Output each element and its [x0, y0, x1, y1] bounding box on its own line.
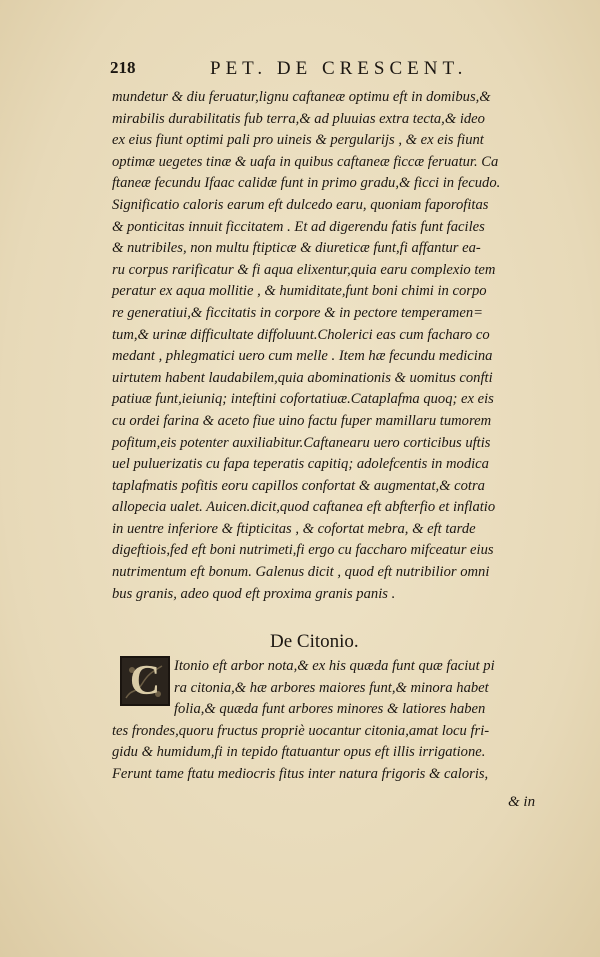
text-line: pofitum,eis potenter auxiliabitur.Caftanearu uero corticibus uftis — [112, 434, 491, 451]
text-line: re generatiui,& ficcitatis in corpore & in pectore temperamen= — [112, 304, 483, 321]
text-line: Itonio eft arbor nota,& ex his quæda funt quæ faciut pi — [174, 658, 495, 674]
text-line: Ferunt tame ftatu mediocris fitus inter natura frigoris & caloris, — [112, 765, 489, 782]
text-line: taplafmatis pofitis eoru capillos confortat & augmentat,& cotra — [112, 477, 485, 494]
text-line: ftaneæ fecundu Ifaac calidæ funt in primo gradu,& ficci in fecudo. — [112, 175, 501, 192]
section-paragraph — [112, 656, 567, 786]
text-line: nutrimentum eft bonum. Galenus dicit , quod eft nutribilior omni — [112, 564, 490, 581]
text-line: bus granis, adeo quod eft proxima granis panis . — [112, 585, 396, 602]
text-line: tum,& urinæ difficultate diffoluunt.Cholerici eas cum facharo co — [112, 326, 490, 343]
page-number: 218 — [110, 58, 136, 77]
text-line: patiuæ funt,ieiuniq; inteftini cofortatiuæ.Cataplafma quoq; ex eis — [112, 391, 494, 408]
text-line: uirtutem habent laudabilem,quia abominationis & uomitus confti — [112, 369, 493, 386]
text-line: ex eius fiunt optimi pali pro uineis & pergularijs , & ex eis fiunt — [112, 132, 484, 149]
text-line: Significatio caloris earum eft dulcedo earu, quoniam faporofitas — [112, 196, 489, 213]
drop-cap-initial — [120, 656, 170, 706]
running-title: PET. DE CRESCENT. — [210, 58, 468, 79]
drop-cap-letter: C — [129, 658, 161, 704]
text-line: gidu & humidum,fi in tepido ftatuantur opus eft illis irrigatione. — [112, 744, 486, 761]
text-line: cu ordei farina & aceto fiue uino factu fuper mamillaru tumorem — [112, 412, 492, 429]
body-paragraph — [112, 87, 567, 605]
text-line: ru corpus rarificatur & fi aqua elixentur,quia earu complexio tem — [112, 261, 496, 278]
text-line: peratur ex aqua mollitie , & humiditate,funt boni chimi in corpo — [112, 283, 487, 300]
text-line: optimæ uegetes tinæ & uafa in quibus caftaneæ ficcæ feruatur. Ca — [112, 153, 499, 170]
text-line: medant , phlegmatici uero cum melle . Item hæ fecundu medicina — [112, 348, 493, 365]
section-heading: De Citonio. — [270, 631, 359, 652]
text-line: uel puluerizatis cu fapa teperatis capitiq; adolefcentis in modica — [112, 456, 489, 473]
text-line: mundetur & diu feruatur,lignu caftaneæ optimu eft in domibus,& — [112, 89, 491, 105]
text-line: mirabilis durabilitatis fub terra,& ad pluuias extra tecta,& ideo — [112, 110, 485, 127]
text-line: & nutribiles, non multu ftipticæ & diureticæ funt,fi affantur ea- — [112, 240, 481, 257]
text-line: in uentre inferiore & ftipticitas , & cofortat mebra, & eft tarde — [112, 520, 476, 537]
text-line: digeftiois,fed eft boni nutrimeti,fi ergo cu faccharo mifceatur eius — [112, 542, 494, 559]
text-line: & ponticitas innuit ficcitatem . Et ad digerendu fatis funt faciles — [112, 218, 485, 235]
running-head — [110, 58, 510, 84]
text-line: folia,& quæda funt arbores minores & latiores haben — [174, 701, 486, 718]
text-line: ra citonia,& hæ arbores maiores funt,& minora habet — [174, 679, 489, 696]
text-line: allopecia ualet. Auicen.dicit,quod caftanea eft abfterfio et inflatio — [112, 499, 496, 516]
text-line: tes frondes,quoru fructus propriè uocantur citonia,amat locu fri- — [112, 722, 490, 739]
catchword: & in — [508, 794, 536, 810]
